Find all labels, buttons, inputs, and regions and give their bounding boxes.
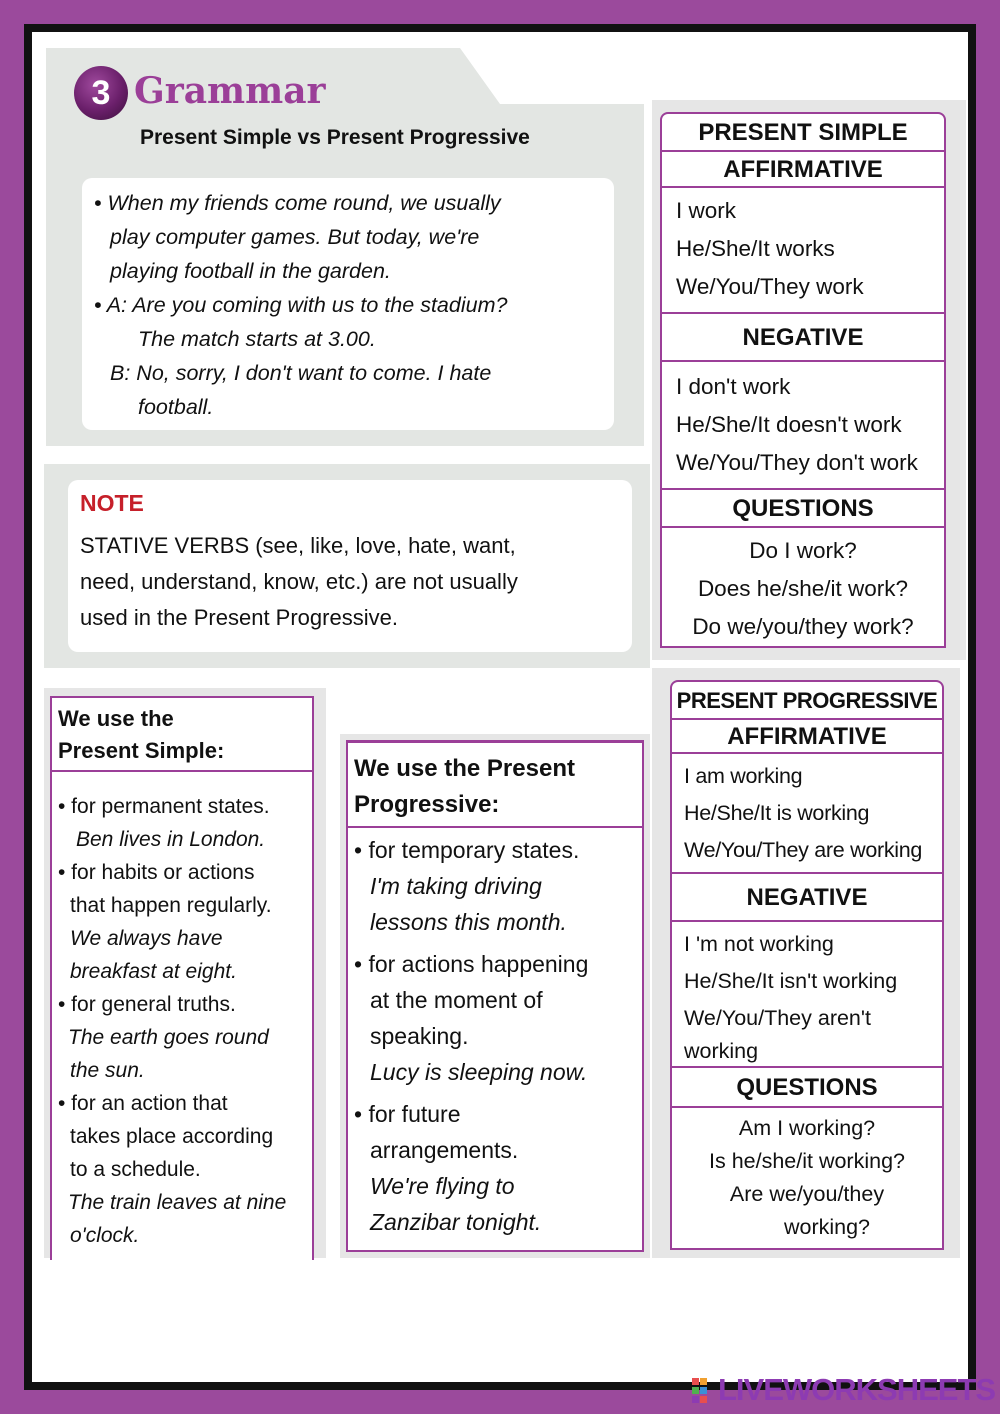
use-simple-example: the sun. xyxy=(70,1059,145,1082)
use-simple-line: • for permanent states. xyxy=(58,795,270,818)
present-simple-negative-label: NEGATIVE xyxy=(660,312,946,362)
use-simple-line: to a schedule. xyxy=(70,1158,201,1181)
examples-box xyxy=(82,178,614,430)
negative-row: I 'm not working xyxy=(684,932,834,956)
use-simple-line: • for an action that xyxy=(58,1092,228,1115)
use-simple-line: takes place according xyxy=(70,1125,274,1148)
use-progressive-line: • for temporary states. xyxy=(354,837,580,863)
present-progressive-title: PRESENT PROGRESSIVE xyxy=(670,680,944,720)
note-line: used in the Present Progressive. xyxy=(80,605,398,630)
example-line: • A: Are you coming with us to the stadium? xyxy=(94,293,508,317)
affirmative-row: I am working xyxy=(684,764,803,788)
present-progressive-negative-label: NEGATIVE xyxy=(670,872,944,922)
question-row: Do I work? xyxy=(749,538,857,563)
use-progressive-line: at the moment of xyxy=(370,987,543,1013)
question-row: Is he/she/it working? xyxy=(709,1149,905,1173)
use-progressive-header xyxy=(346,740,644,828)
liveworksheets-logo-icon xyxy=(692,1378,716,1404)
present-simple-affirmative-label: AFFIRMATIVE xyxy=(660,150,946,188)
present-progressive-questions xyxy=(670,1106,944,1250)
use-simple-header xyxy=(50,696,314,772)
use-progressive-title: Progressive: xyxy=(354,791,500,818)
present-simple-questions xyxy=(660,526,946,648)
panel-tab-cut xyxy=(420,48,650,108)
use-simple-title: We use the xyxy=(58,706,174,731)
question-row: Are we/you/they xyxy=(729,1182,885,1206)
present-simple-negative xyxy=(660,360,946,490)
use-progressive-body xyxy=(346,826,644,1252)
use-simple-example: breakfast at eight. xyxy=(70,960,237,983)
use-progressive-example: Lucy is sleeping now. xyxy=(370,1059,588,1085)
example-line: • When my friends come round, we usually xyxy=(94,191,501,215)
present-progressive-affirmative-label: AFFIRMATIVE xyxy=(670,718,944,754)
note-title: NOTE xyxy=(80,490,144,516)
question-row: working? xyxy=(783,1215,871,1239)
liveworksheets-watermark[interactable]: LIVEWORKSHEETS xyxy=(718,1372,996,1407)
section-subtitle: Present Simple vs Present Progressive xyxy=(140,126,530,149)
section-title: Grammar xyxy=(134,70,326,112)
present-simple-title: PRESENT SIMPLE xyxy=(660,112,946,152)
use-simple-example: o'clock. xyxy=(70,1224,140,1247)
use-simple-example: The train leaves at nine xyxy=(68,1191,287,1214)
use-progressive-example: We're flying to xyxy=(370,1173,515,1199)
use-progressive-example: Zanzibar tonight. xyxy=(370,1209,542,1235)
present-progressive-questions-label: QUESTIONS xyxy=(670,1066,944,1108)
note-line: need, understand, know, etc.) are not usually xyxy=(80,569,518,594)
section-number-badge: 3 xyxy=(74,66,128,120)
example-line: football. xyxy=(138,395,214,419)
affirmative-row: I work xyxy=(676,198,737,223)
use-progressive-example: lessons this month. xyxy=(370,909,567,935)
question-row: Do we/you/they work? xyxy=(692,614,914,639)
question-row: Does he/she/it work? xyxy=(697,576,909,601)
example-line: playing football in the garden. xyxy=(110,259,391,283)
question-row: Am I working? xyxy=(738,1116,876,1140)
use-simple-line: that happen regularly. xyxy=(70,894,272,917)
use-simple-line: • for habits or actions xyxy=(58,861,255,884)
present-progressive-negative xyxy=(670,920,944,1068)
present-simple-questions-label: QUESTIONS xyxy=(660,488,946,528)
use-simple-body xyxy=(50,770,314,1260)
use-progressive-line: arrangements. xyxy=(370,1137,519,1163)
affirmative-row: He/She/It is working xyxy=(684,801,870,825)
use-simple-title: Present Simple: xyxy=(58,738,225,763)
use-simple-example: The earth goes round xyxy=(68,1026,269,1049)
use-progressive-line: • for future xyxy=(354,1101,461,1127)
affirmative-row: He/She/It works xyxy=(676,236,835,261)
example-line: B: No, sorry, I don't want to come. I hate xyxy=(110,361,492,385)
negative-row: I don't work xyxy=(676,374,791,399)
negative-row: He/She/It isn't working xyxy=(684,969,898,993)
affirmative-row: We/You/They work xyxy=(676,274,864,299)
affirmative-row: We/You/They are working xyxy=(684,838,923,862)
use-progressive-title: We use the Present xyxy=(354,755,575,782)
negative-row: He/She/It doesn't work xyxy=(676,412,902,437)
negative-row: We/You/They aren't xyxy=(684,1006,871,1030)
present-simple-affirmative xyxy=(660,186,946,314)
example-line: play computer games. But today, we're xyxy=(110,225,480,249)
use-progressive-line: speaking. xyxy=(370,1023,469,1049)
note-line: STATIVE VERBS (see, like, love, hate, want, xyxy=(80,533,516,558)
use-simple-example: Ben lives in London. xyxy=(76,828,266,851)
use-progressive-example: I'm taking driving xyxy=(370,873,542,899)
negative-row: working xyxy=(684,1039,759,1063)
present-progressive-affirmative xyxy=(670,752,944,874)
use-progressive-line: • for actions happening xyxy=(354,951,589,977)
use-simple-example: We always have xyxy=(70,927,223,950)
use-simple-line: • for general truths. xyxy=(58,993,236,1016)
negative-row: We/You/They don't work xyxy=(676,450,918,475)
example-line: The match starts at 3.00. xyxy=(138,327,376,351)
note-text xyxy=(80,528,628,636)
